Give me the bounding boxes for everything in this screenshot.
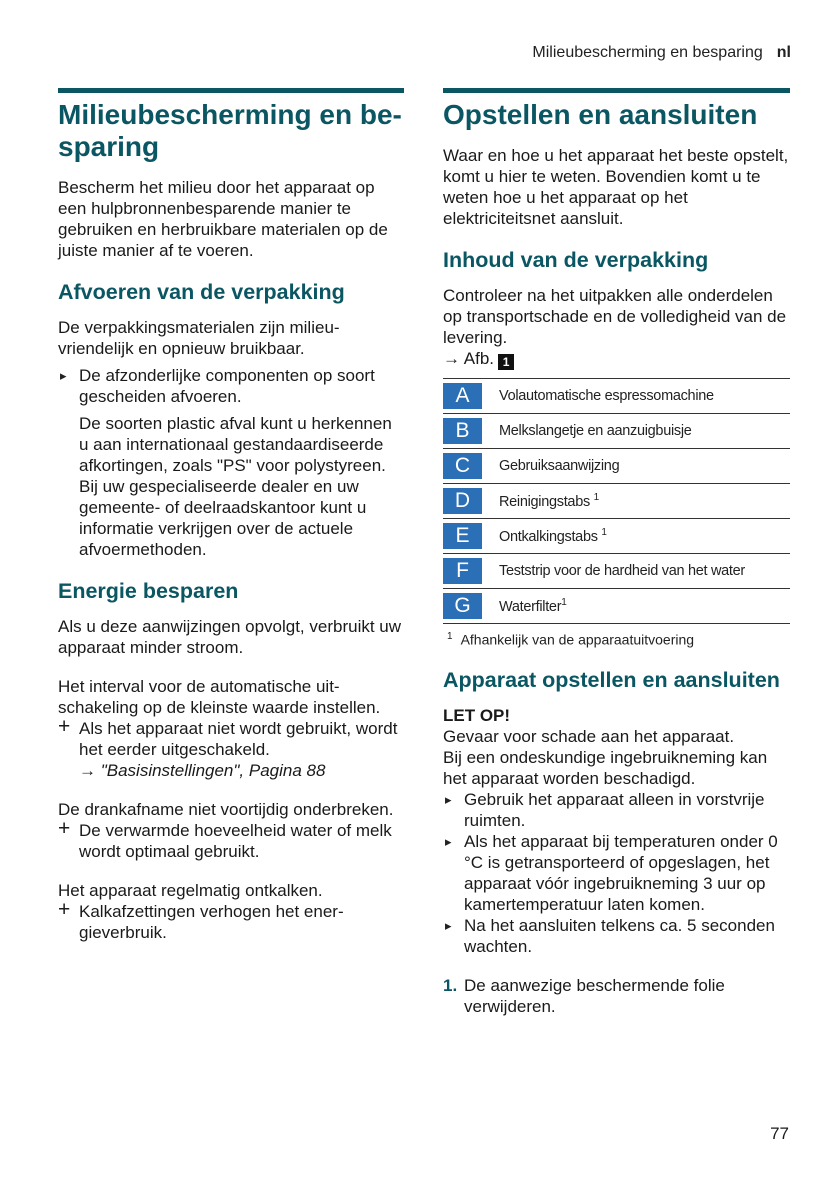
disposal-text: De verpakkingsmaterialen zijn milieuvriendelijk en opnieuw bruikbaar.: [58, 318, 340, 358]
item-description: Volautomatische espressomachine: [499, 388, 714, 404]
left-column: [58, 88, 404, 943]
footnote-marker: 1: [561, 597, 567, 609]
step-number: 1.: [443, 975, 458, 995]
table-row: [443, 554, 790, 589]
page-number: 77: [770, 1124, 789, 1143]
step-text: De aanwezige beschermende folie verwijderen.: [464, 975, 725, 1016]
item-letter-badge: A: [443, 383, 482, 409]
warning-detail: Bij een ondeskundige ingebruikneming kan het apparaat worden beschadigd.: [443, 747, 768, 788]
energy-tip-autooff: Het interval voor de automatische uitschakeling op de kleinste waarde instellen.: [58, 677, 381, 717]
figure-reference[interactable]: [443, 348, 790, 370]
heading-install: Apparaat opstellen en aansluiten: [443, 667, 780, 692]
footnote-number: 1: [447, 631, 453, 642]
item-description: Melkslangetje en aanzuigbuisje: [499, 423, 692, 439]
heading-energy: Energie besparen: [58, 579, 239, 603]
section-rule: [58, 88, 404, 93]
energy-benefit-autooff: + Als het apparaat niet wordt gebruikt, wordt het eerder uitgeschakeld.: [58, 718, 404, 760]
item-letter-badge: G: [443, 593, 482, 619]
footnote-marker: 1: [601, 527, 607, 539]
warning-bullet-frost: ▸ Gebruik het apparaat alleen in vorstvrije ruimten.: [443, 789, 790, 831]
warning-title: LET OP!: [443, 705, 511, 725]
item-letter-badge: C: [443, 453, 482, 479]
disposal-note-plastic: De soorten plastic afval kunt u herkennen u aan internationaal gestandaardiseerde afkortingen, zoals "PS" voor polystyreen.: [79, 414, 392, 475]
energy-benefit-descale: + Kalkafzettingen verhogen het energieverbruik.: [58, 901, 404, 943]
warning-bullet-wait: ▸ Na het aansluiten telkens ca. 5 seconden wachten.: [443, 915, 790, 957]
item-letter-badge: B: [443, 418, 482, 444]
energy-text: Als u deze aanwijzingen opvolgt, verbruikt uw apparaat minder stroom.: [58, 617, 402, 657]
disposal-note-dealer: Bij uw gespecialiseerde dealer en uw gemeente- of deelraadskantoor kunt u informatie verkrijgen over de actuele afvoermethoden.: [79, 477, 367, 559]
warning-bullet-temperature: ▸ Als het apparaat bij temperaturen onder 0 °C is getransporteerd of opgeslagen, het apparaat vóór ingebruikneming 3 uur op kamertemperatuur laten komen.: [443, 831, 790, 915]
footnote-marker: 1: [593, 492, 599, 504]
running-header: [532, 44, 791, 62]
energy-tip-dispense: De drankafname niet voortijdig onderbreken.: [58, 800, 394, 819]
item-description: Ontkalkingstabs: [499, 528, 598, 545]
figure-label: → Afb.: [443, 349, 495, 368]
item-description: Gebruiksaanwijzing: [499, 458, 620, 474]
item-letter-badge: F: [443, 558, 482, 584]
contents-text: Controleer na het uitpakken alle onderdelen op transportschade en de volledigheid van de levering.: [443, 286, 787, 347]
table-footnote: [443, 628, 790, 649]
section-title-environment: Milieubescherming en besparing: [58, 99, 402, 162]
item-description: Reinigingstabs: [499, 493, 590, 510]
language-code: nl: [776, 44, 791, 61]
table-row: [443, 379, 790, 414]
header-section-title: Milieubescherming en besparing: [532, 44, 763, 61]
energy-benefit-dispense: + De verwarmde hoeveelheid water of melk wordt optimaal gebruikt.: [58, 820, 404, 862]
heading-package-contents: Inhoud van de verpakking: [443, 248, 709, 272]
section-rule: [443, 88, 790, 93]
heading-disposal: Afvoeren van de verpakking: [58, 280, 345, 304]
step-remove-foil: [443, 975, 790, 1017]
package-contents-table: [443, 378, 790, 624]
warning-text: Gevaar voor schade aan het apparaat.: [443, 726, 735, 746]
energy-tip-descale: Het apparaat regelmatig ontkalken.: [58, 881, 323, 900]
footnote-text: Afhankelijk van de apparaatuitvoering: [460, 631, 695, 648]
cross-reference-settings[interactable]: → "Basisinstellingen", Pagina 88: [79, 761, 326, 780]
table-row: [443, 589, 790, 624]
item-description: Teststrip voor de hardheid van het water: [499, 563, 745, 579]
figure-number-badge: 1: [498, 354, 514, 370]
setup-intro: Waar en hoe u het apparaat het beste opstelt, komt u hier te weten. Bovendien komt u te weten hoe u het apparaat op het elektriciteitsnet aansluit.: [443, 146, 789, 228]
item-letter-badge: D: [443, 488, 482, 514]
right-column: [443, 88, 790, 1017]
section-title-setup: Opstellen en aansluiten: [443, 99, 758, 130]
table-row: [443, 519, 790, 554]
disposal-bullet: ▸ De afzonderlijke componenten op soort gescheiden afvoeren.: [58, 365, 404, 407]
table-row: [443, 449, 790, 484]
item-letter-badge: E: [443, 523, 482, 549]
table-row: [443, 484, 790, 519]
environment-intro: Bescherm het milieu door het apparaat op een hulpbronnenbesparende manier te gebruiken en herbruikbare materialen op de juiste manier af te voeren.: [58, 178, 388, 260]
table-row: [443, 414, 790, 449]
item-description: Waterfilter: [499, 598, 562, 615]
